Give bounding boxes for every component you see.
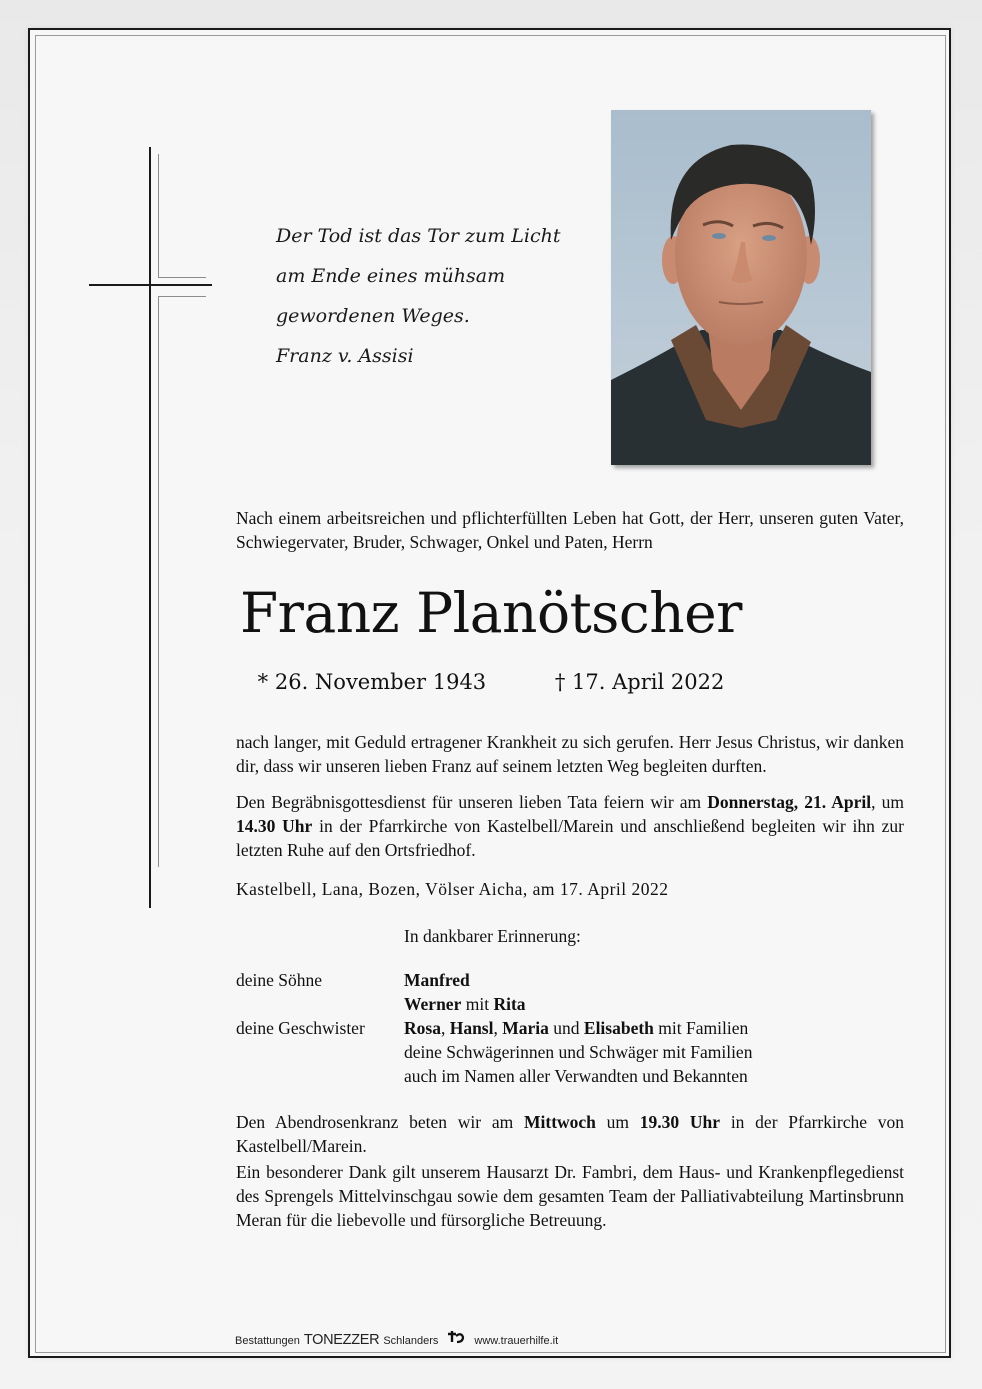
birth-date: * 26. November 1943 (257, 670, 487, 694)
family-text: auch im Namen aller Verwandten und Bekannten (404, 1066, 748, 1086)
family-label: deine Söhne (236, 970, 323, 990)
cross-shadow-line (158, 154, 159, 277)
life-dates (0, 670, 982, 694)
family-row (236, 1064, 752, 1088)
quote-line: gewordenen Weges. (276, 305, 470, 327)
quote-line: am Ende eines mühsam (276, 265, 506, 287)
deceased-name: Franz Planötscher (240, 581, 742, 645)
tonezzer-logo-icon (446, 1330, 466, 1344)
rosary-day: Mittwoch (523, 1112, 596, 1132)
rosary-text: in der Pfarrkirche von Kastelbell/Marein. (236, 1112, 904, 1156)
family-text: mit Familien (653, 1018, 749, 1038)
funeral-day: Donnerstag, (707, 792, 799, 812)
funeral-text: in der Pfarrkirche von Kastelbell/Marein und anschließend begleiten wir ihn zur letzten Ruhe auf den Ortsfriedhof. (236, 816, 904, 860)
cross-horizontal-line (89, 284, 212, 286)
portrait-photo (611, 110, 871, 465)
quote-line: Der Tod ist das Tor zum Licht (276, 225, 561, 247)
cross-shadow-line (158, 277, 206, 278)
intro-text: Nach einem arbeitsreichen und pflichterfüllten Leben hat Gott, der Herr, unseren guten Vater, Schwiegervater, Bruder, Schwager, Onkel und Paten, Herrn (236, 508, 904, 552)
footer-website-link[interactable]: www.trauerhilfe.it (474, 1335, 559, 1347)
footer-prefix: Bestattungen (235, 1335, 300, 1347)
rosary-text: Den Abendrosenkranz beten wir am (236, 1112, 524, 1132)
cross-vertical-line (149, 147, 151, 908)
funeral-text: Den Begräbnisgottesdienst für unseren lieben Tata feiern wir am (236, 792, 708, 812)
family-name: Rita (493, 994, 526, 1014)
family-text: und (548, 1018, 584, 1038)
rosary-time: 19.30 Uhr (639, 1112, 721, 1132)
funeral-date: 21. April (804, 792, 872, 812)
funeral-time: 14.30 Uhr (236, 816, 313, 836)
quote (276, 216, 596, 376)
family-name: Maria (502, 1018, 549, 1038)
quote-author: Franz v. Assisi (276, 345, 414, 367)
family-name: Elisabeth (583, 1018, 654, 1038)
passing-paragraph: nach langer, mit Geduld ertragener Krankheit zu sich gerufen. Herr Jesus Christus, wir danken dir, dass wir unseren lieben Franz auf seinem letzten Weg begleiten durften. (236, 732, 904, 776)
footer-town: Schlanders (383, 1335, 439, 1347)
rosary-text: um (595, 1112, 640, 1132)
footer (235, 1330, 558, 1348)
family-label (236, 1064, 404, 1088)
family-name: Werner (404, 994, 462, 1014)
death-date: † 17. April 2022 (554, 670, 725, 694)
funeral-paragraph (236, 790, 904, 862)
funeral-text: , um (871, 792, 904, 812)
thanks-heading: In dankbarer Erinnerung: (404, 926, 581, 946)
family-row (236, 992, 752, 1016)
family-row (236, 1016, 752, 1040)
family-text: mit (461, 994, 494, 1014)
family-label (236, 1040, 404, 1064)
family-name: Manfred (404, 970, 470, 990)
family-text: , (493, 1018, 503, 1038)
family-text: , (440, 1018, 450, 1038)
family-row (236, 1040, 752, 1064)
rosary-paragraph (236, 1110, 904, 1158)
footer-brand: TONEZZER (303, 1332, 380, 1348)
family-label: deine Geschwister (236, 1018, 365, 1038)
portrait-image (611, 110, 871, 465)
family-name: Rosa (404, 1018, 441, 1038)
family-list (236, 968, 752, 1088)
place-date: Kastelbell, Lana, Bozen, Völser Aicha, am 17. April 2022 (236, 879, 669, 899)
cross-shadow-line (158, 296, 206, 297)
family-label (236, 992, 404, 1016)
gratitude-paragraph: Ein besonderer Dank gilt unserem Hausarzt Dr. Fambri, dem Haus- und Krankenpflegedienst des Sprengels Mittelvinschgau sowie dem gesamten Team der Palliativabteilung Martinsbrunn Meran für die liebevolle und fürsorgliche Betreuung. (236, 1162, 904, 1230)
family-text: deine Schwägerinnen und Schwäger mit Familien (404, 1042, 753, 1062)
family-name: Hansl (449, 1018, 494, 1038)
family-row (236, 968, 752, 992)
